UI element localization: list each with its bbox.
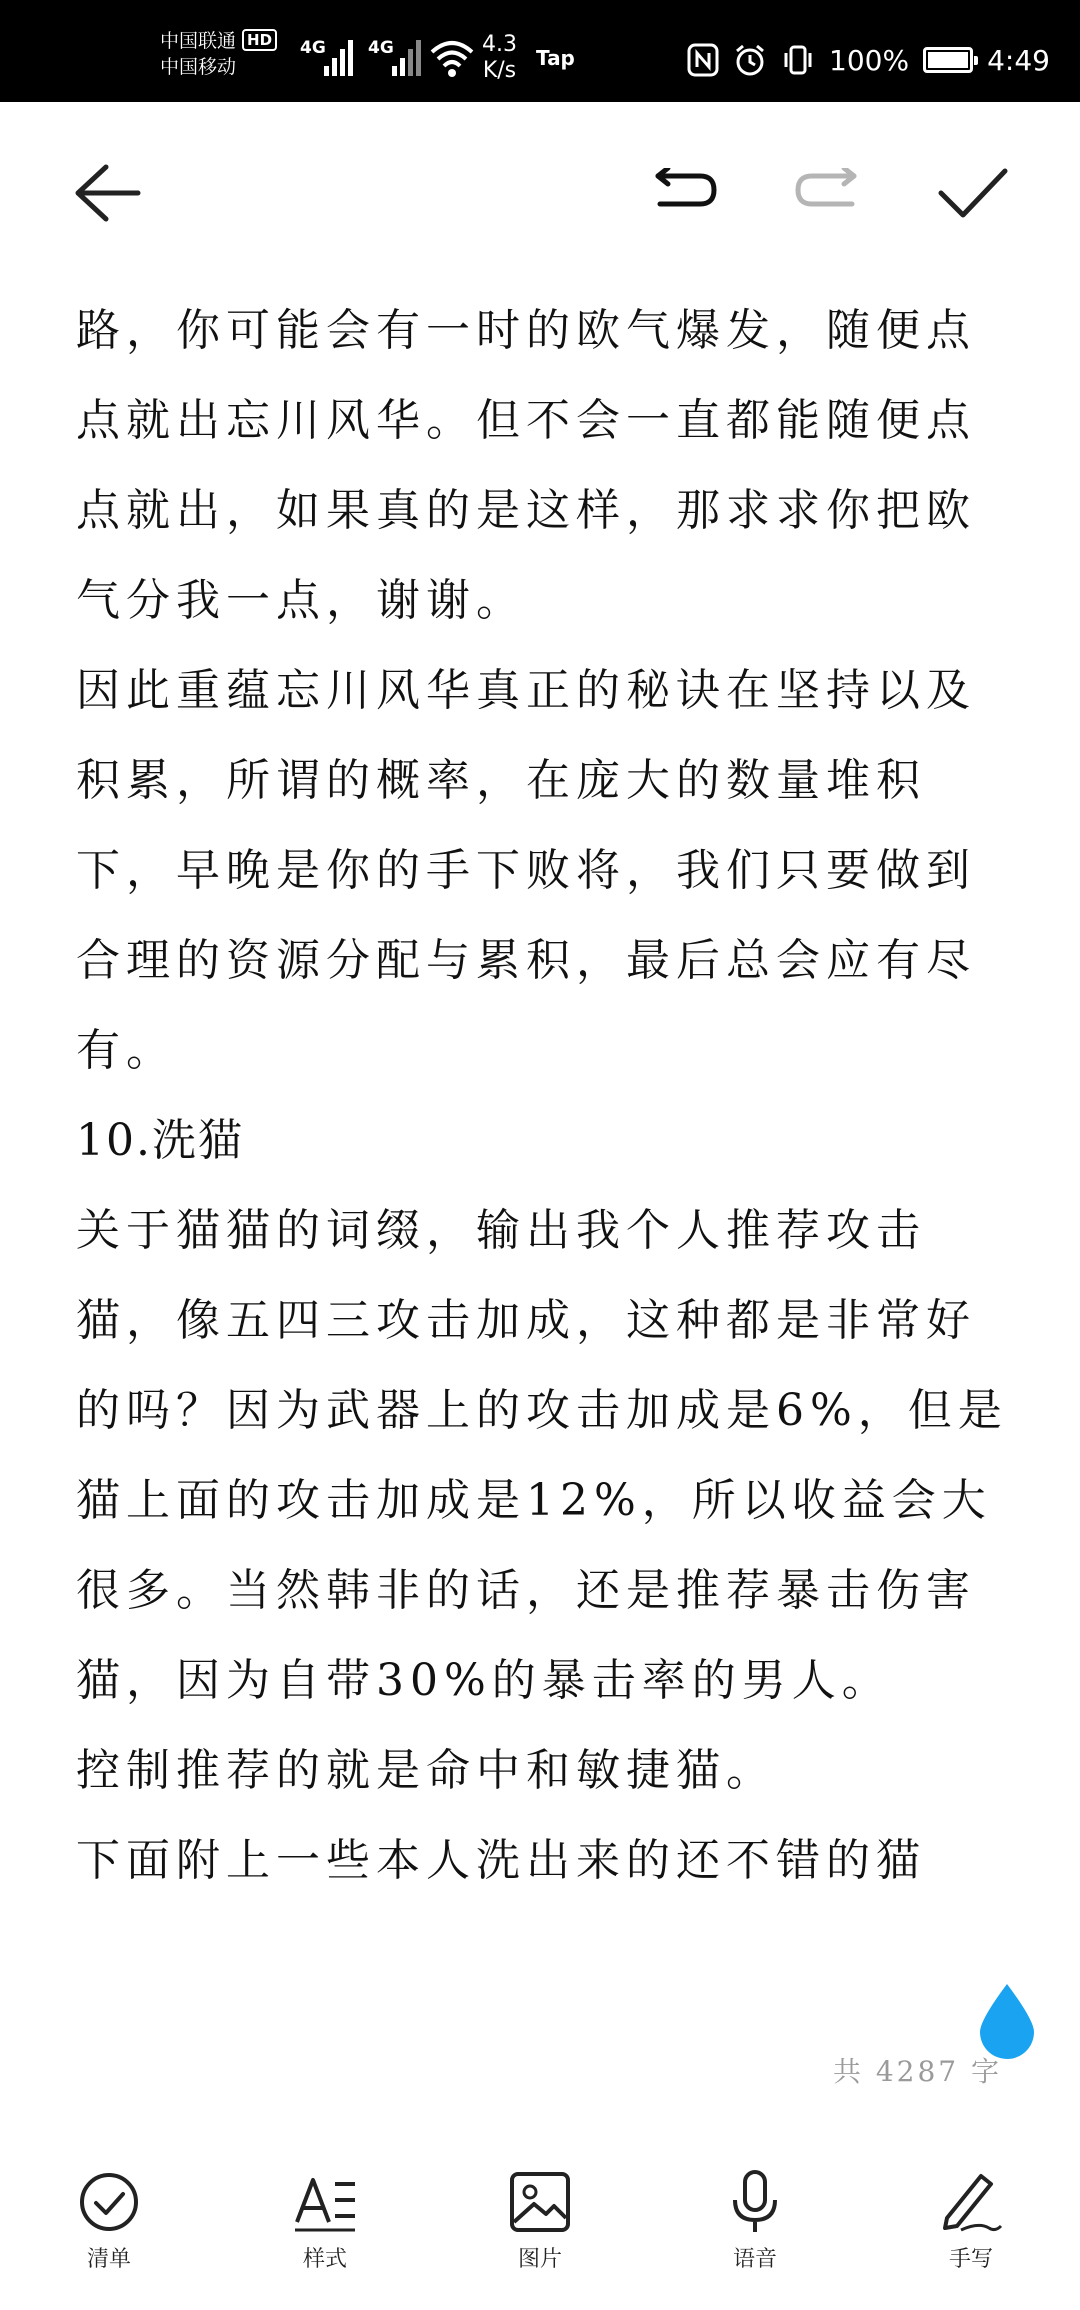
arrow-left-icon xyxy=(72,163,142,223)
paragraph-1: 路，你可能会有一时的欧气爆发，随便点点就出忘川风华。但不会一直都能随便点点就出，如果真的是这样，那求求你把欧气分我一点，谢谢。 xyxy=(76,305,976,626)
alarm-icon xyxy=(733,43,767,77)
wifi-icon xyxy=(430,40,474,78)
carrier-2: 中国移动 xyxy=(160,56,237,78)
style-button[interactable] xyxy=(260,2170,390,2300)
carrier-1: 中国联通 xyxy=(160,30,237,52)
battery-fill xyxy=(928,52,968,68)
battery-percent: 100% xyxy=(829,43,910,77)
pen-icon xyxy=(939,2170,1003,2234)
network-type-2: 4G xyxy=(368,38,394,58)
note-content[interactable] xyxy=(76,286,1016,1906)
carrier-info xyxy=(160,28,277,80)
section-heading: 10.洗猫 xyxy=(76,1115,244,1166)
done-button[interactable] xyxy=(928,148,1018,238)
microphone-icon xyxy=(723,2170,787,2234)
cursor-handle-icon[interactable] xyxy=(976,1982,1038,2060)
paragraph-4: 控制推荐的就是命中和敏捷猫。 xyxy=(76,1745,776,1796)
hd-badge: HD xyxy=(242,29,277,51)
checklist-icon xyxy=(77,2170,141,2234)
nfc-icon xyxy=(687,43,719,77)
speed-value: 4.3 xyxy=(482,32,517,57)
undo-icon xyxy=(650,168,720,218)
checkmark-icon xyxy=(937,165,1009,221)
handwriting-button[interactable] xyxy=(906,2170,1036,2300)
speed-unit: K/s xyxy=(482,58,517,83)
paragraph-2: 因此重蕴忘川风华真正的秘诀在坚持以及积累，所谓的概率，在庞大的数量堆积下，早晚是你的手下败将，我们只要做到合理的资源分配与累积，最后总会应有尽有。 xyxy=(76,665,976,1076)
status-right xyxy=(687,40,1050,80)
back-button[interactable] xyxy=(62,148,152,238)
vibrate-icon xyxy=(781,43,815,77)
paragraph-5: 下面附上一些本人洗出来的还不错的猫 xyxy=(76,1835,926,1886)
clock: 4:49 xyxy=(987,43,1050,77)
editor-toolbar xyxy=(0,102,1080,272)
undo-button[interactable] xyxy=(640,148,730,238)
image-button[interactable] xyxy=(475,2170,605,2300)
text-style-icon xyxy=(293,2170,357,2234)
status-bar xyxy=(0,0,1080,102)
voice-button[interactable] xyxy=(690,2170,820,2300)
handwriting-label: 手写 xyxy=(948,2247,993,2272)
style-label: 样式 xyxy=(302,2247,347,2272)
network-speed xyxy=(482,32,517,84)
redo-button[interactable] xyxy=(782,148,872,238)
network-type-1: 4G xyxy=(300,38,326,58)
image-icon xyxy=(508,2170,572,2234)
paragraph-3: 关于猫猫的词缀，输出我个人推荐攻击猫，像五四三攻击加成，这种都是非常好的吗？因为武器上的攻击加成是6%，但是猫上面的攻击加成是12%，所以收益会大很多。当然韩非的话，还是推荐暴击伤害猫，因为自带30%的暴击率的男人。 xyxy=(76,1205,1008,1706)
battery-icon xyxy=(923,47,973,73)
tap-indicator: Tap xyxy=(536,46,575,70)
redo-icon xyxy=(792,168,862,218)
checklist-label: 清单 xyxy=(86,2247,131,2272)
voice-label: 语音 xyxy=(732,2247,777,2272)
bottom-toolbar xyxy=(0,2150,1080,2310)
image-label: 图片 xyxy=(517,2247,562,2272)
signal-icon-2 xyxy=(390,34,424,78)
signal-icon-1 xyxy=(322,34,356,78)
checklist-button[interactable] xyxy=(44,2170,174,2300)
word-count: 共 4287 字 xyxy=(832,2055,1002,2088)
